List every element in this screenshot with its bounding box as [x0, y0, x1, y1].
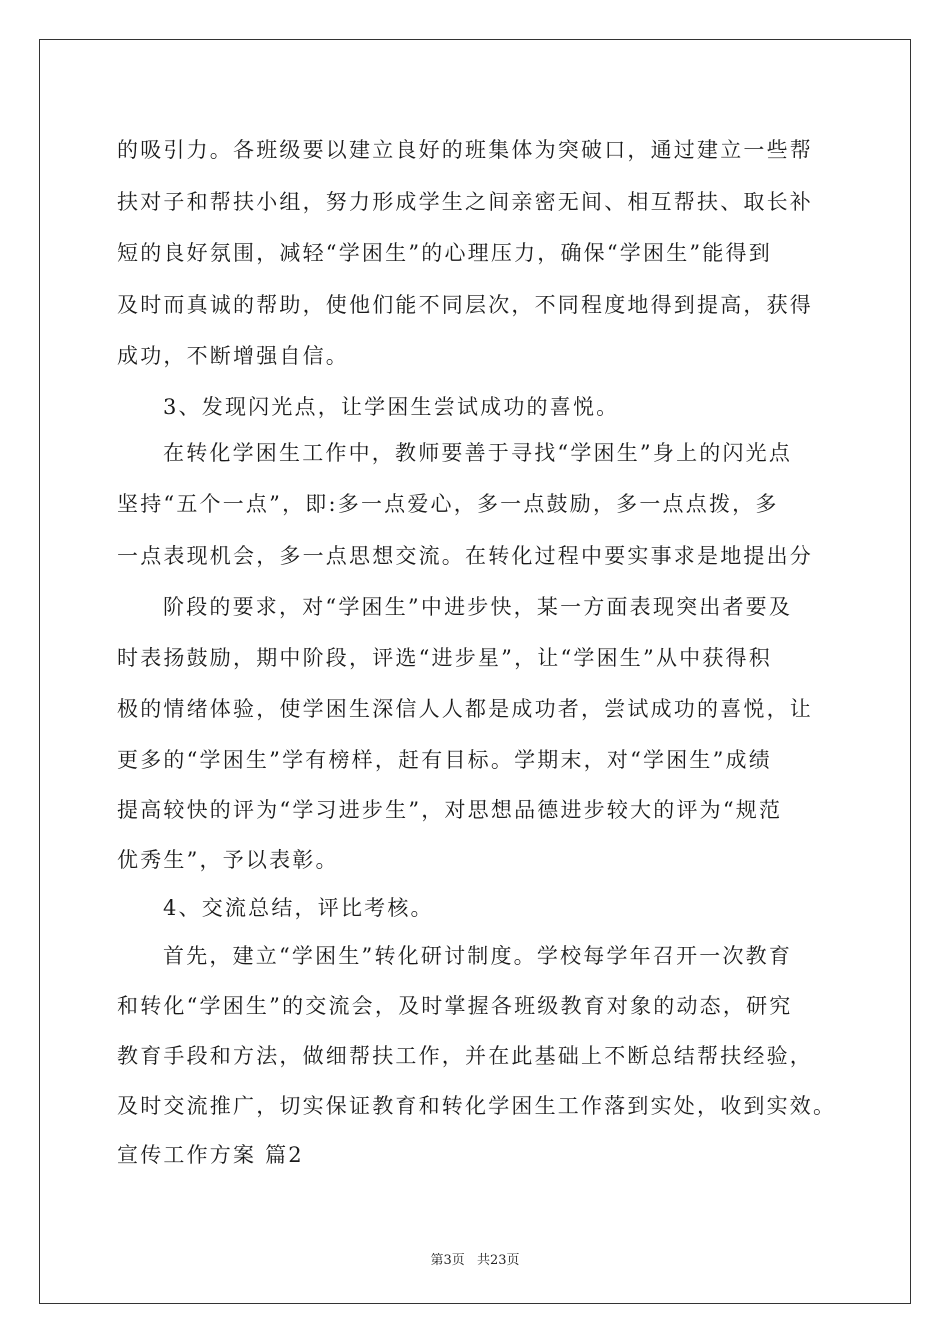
section-heading: 4、交流总结，评比考核。: [163, 896, 434, 920]
text-line: 及时而真诚的帮助，使他们能不同层次，不同程度地得到提高，获得: [117, 293, 813, 317]
text-line: 一点表现机会，多一点思想交流。在转化过程中要实事求是地提出分: [117, 544, 813, 568]
page-footer: [0, 1249, 950, 1268]
text-line: 时表扬鼓励，期中阶段，评选“进步星”，让“学困生”从中获得积: [117, 646, 772, 670]
text-line: 短的良好氛围，减轻“学困生”的心理压力，确保“学困生”能得到: [117, 241, 772, 265]
text-line: 提高较快的评为“学习进步生”，对思想品德进步较大的评为“规范: [117, 798, 783, 822]
text-line: 在转化学困生工作中，教师要善于寻找“学困生”身上的闪光点: [163, 441, 793, 465]
text-line: 阶段的要求，对“学困生”中进步快，某一方面表现突出者要及: [163, 595, 793, 619]
text-line: 成功，不断增强自信。: [117, 344, 349, 368]
text-line: 优秀生”，予以表彰。: [117, 848, 339, 872]
text-line: 教育手段和方法，做细帮扶工作，并在此基础上不断总结帮扶经验，: [117, 1044, 813, 1068]
section-title: 宣传工作方案 篇2: [117, 1143, 304, 1167]
text-line: 和转化“学困生”的交流会，及时掌握各班级教育对象的动态，研究: [117, 994, 793, 1018]
text-line: 及时交流推广，切实保证教育和转化学困生工作落到实处，收到实效。: [117, 1094, 837, 1118]
text-line: 极的情绪体验，使学困生深信人人都是成功者，尝试成功的喜悦，让: [117, 697, 813, 721]
text-line: 坚持“五个一点”，即:多一点爱心，多一点鼓励，多一点点拨，多: [117, 492, 779, 516]
text-line: 更多的“学困生”学有榜样，赶有目标。学期末，对“学困生”成绩: [117, 748, 772, 772]
section-heading: 3、发现闪光点，让学困生尝试成功的喜悦。: [163, 395, 620, 419]
text-line: 扶对子和帮扶小组，努力形成学生之间亲密无间、相互帮扶、取长补: [117, 190, 813, 214]
page-total: 共23页: [476, 1253, 520, 1268]
page-number: 第3页: [430, 1253, 465, 1268]
text-line: 首先，建立“学困生”转化研讨制度。学校每学年召开一次教育: [163, 944, 793, 968]
text-line: 的吸引力。各班级要以建立良好的班集体为突破口，通过建立一些帮: [117, 138, 813, 162]
